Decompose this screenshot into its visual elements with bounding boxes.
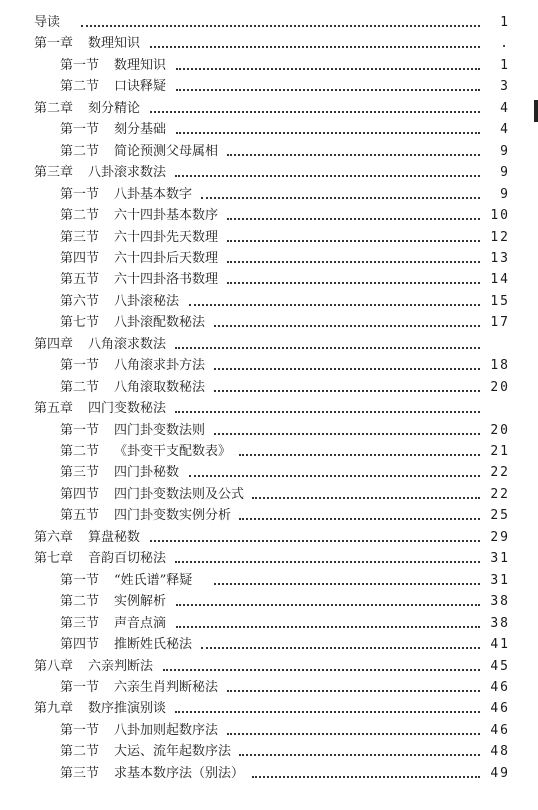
toc-entry-label xyxy=(34,334,166,356)
toc-entry-label xyxy=(60,570,192,592)
toc-entry-label xyxy=(34,98,140,120)
toc-page-number: 9 xyxy=(500,143,510,159)
toc-entry-label xyxy=(60,720,218,742)
toc-entry-number: 第一节 xyxy=(60,186,100,202)
toc-entry-title: 四门卦变数法则 xyxy=(114,422,206,438)
toc-section-row xyxy=(0,420,538,442)
toc-entry-number: 第三节 xyxy=(60,465,100,481)
toc-entry-label xyxy=(34,527,140,549)
toc-section-row xyxy=(0,462,538,484)
toc-page-number: 20 xyxy=(490,422,510,438)
toc-page-number: 13 xyxy=(490,250,510,266)
toc-leader-dots xyxy=(227,690,480,692)
toc-page-number: 20 xyxy=(490,379,510,395)
toc-entry-number: 第一节 xyxy=(60,679,100,695)
toc-entry-number: 第二节 xyxy=(60,744,100,760)
toc-entry-label xyxy=(60,420,205,442)
toc-leader-dots xyxy=(227,218,480,220)
toc-entry-title: 数序推演别谈 xyxy=(88,701,167,717)
toc-entry-label xyxy=(34,548,166,570)
toc-leader-dots xyxy=(176,132,480,134)
toc-entry-title: 《卦变干支配数表》 xyxy=(114,444,232,459)
toc-entry-label xyxy=(60,141,218,163)
toc-leader-dots xyxy=(175,711,480,713)
toc-leader-dots xyxy=(214,325,480,327)
toc-leader-dots xyxy=(176,626,480,628)
toc-entry-label xyxy=(34,162,166,184)
toc-entry-label xyxy=(60,677,218,699)
toc-entry-title: 八卦滚秘法 xyxy=(114,293,180,309)
toc-entry-number: 第二章 xyxy=(34,100,74,116)
toc-leader-dots xyxy=(239,518,480,520)
toc-entry-number: 第一章 xyxy=(34,36,74,52)
toc-leader-dots xyxy=(176,604,480,606)
toc-entry-title: 音韵百切秘法 xyxy=(88,551,167,567)
toc-page-number: 10 xyxy=(490,208,510,224)
toc-entry-label xyxy=(60,227,218,249)
toc-entry-title: 八卦滚求数法 xyxy=(88,165,167,181)
toc-section-row xyxy=(0,377,538,399)
toc-leader-dots xyxy=(150,111,480,113)
toc-entry-number: 第五节 xyxy=(60,272,100,288)
toc-leader-dots xyxy=(201,647,480,649)
toc-page-number: 49 xyxy=(490,765,510,781)
toc-entry-title: 六十四卦后天数理 xyxy=(114,250,219,266)
toc-section-row xyxy=(0,291,538,313)
toc-page-number: 1 xyxy=(500,15,510,30)
toc-section-row xyxy=(0,227,538,249)
toc-entry-title: 实例解析 xyxy=(114,594,167,610)
toc-entry-number: 第一节 xyxy=(60,122,100,138)
toc-entry-label xyxy=(60,55,166,77)
toc-entry-title: 六亲生肖判断秘法 xyxy=(114,679,219,695)
toc-entry-label xyxy=(60,355,205,377)
toc-entry-number: 第三节 xyxy=(60,229,100,245)
toc-entry-label xyxy=(60,741,231,763)
toc-entry-title: 八卦基本数字 xyxy=(114,186,193,202)
toc-page-number: 1 xyxy=(500,57,510,73)
toc-leader-dots xyxy=(201,197,480,199)
toc-entry-title: 大运、流年起数序法 xyxy=(114,744,232,760)
toc-leader-dots xyxy=(189,475,480,477)
toc-entry-title: 算盘秘数 xyxy=(88,529,141,545)
toc-entry-label xyxy=(60,462,179,484)
toc-section-row xyxy=(0,741,538,763)
toc-entry-number: 第四节 xyxy=(60,486,100,502)
toc-page-number: 46 xyxy=(490,679,510,695)
toc-page-number: 29 xyxy=(490,529,510,545)
toc-entry-number: 第九章 xyxy=(34,701,74,717)
toc-entry-label xyxy=(34,398,166,420)
toc-entry-label xyxy=(34,698,166,720)
toc-leader-dots xyxy=(227,154,480,156)
toc-page-number: 38 xyxy=(490,615,510,631)
toc-leader-dots xyxy=(227,240,480,242)
toc-section-row xyxy=(0,634,538,656)
toc-entry-title: 声音点滴 xyxy=(114,615,167,631)
toc-entry-label xyxy=(60,269,218,291)
toc-section-row xyxy=(0,591,538,613)
toc-section-row xyxy=(0,441,538,463)
toc-entry-label xyxy=(60,484,244,506)
toc-leader-dots xyxy=(227,261,480,263)
toc-entry-label xyxy=(34,33,140,55)
toc-entry-title: 四门卦变数实例分析 xyxy=(114,508,232,524)
toc-entry-title: 数理知识 xyxy=(88,36,141,52)
toc-page-number: 21 xyxy=(490,444,510,459)
toc-entry-label xyxy=(60,763,244,785)
toc-page-number: 48 xyxy=(490,744,510,760)
toc-entry-number: 第二节 xyxy=(60,79,100,95)
toc-chapter-row xyxy=(0,162,538,184)
toc-entry-label xyxy=(60,613,166,635)
toc-leader-dots xyxy=(252,497,480,499)
toc-entry-label xyxy=(60,441,231,463)
toc-entry-number: 第二节 xyxy=(60,594,100,610)
toc-entry-title: 八卦加则起数序法 xyxy=(114,722,219,738)
toc-entry-title: 六十四卦基本数序 xyxy=(114,208,219,224)
toc-chapter-row xyxy=(0,33,538,55)
toc-page-number: 18 xyxy=(490,358,510,374)
toc-page-number: 38 xyxy=(490,594,510,610)
toc-leader-dots xyxy=(189,304,480,306)
toc-entry-label xyxy=(60,634,192,656)
toc-page-number: 31 xyxy=(490,551,510,567)
toc-entry-label xyxy=(60,184,192,206)
toc-entry-title: 六十四卦先天数理 xyxy=(114,229,219,245)
toc-section-row xyxy=(0,763,538,785)
toc-entry-number: 第五节 xyxy=(60,508,100,524)
toc-entry-label xyxy=(34,12,88,34)
toc-entry-title: 推断姓氏秘法 xyxy=(114,637,193,653)
toc-leader-dots xyxy=(175,175,480,177)
toc-page-number: 25 xyxy=(490,508,510,524)
toc-section-row xyxy=(0,141,538,163)
toc-entry-title: 四门变数秘法 xyxy=(88,401,167,417)
toc-section-row xyxy=(0,355,538,377)
toc-section-row xyxy=(0,677,538,699)
toc-section-row xyxy=(0,505,538,527)
toc-page-number: 45 xyxy=(490,658,510,674)
toc-entry-number: 第二节 xyxy=(60,379,100,395)
toc-section-row xyxy=(0,312,538,334)
toc-entry-number: 第七章 xyxy=(34,551,74,567)
toc-page-number: 46 xyxy=(490,722,510,738)
toc-page-number: 3 xyxy=(500,79,510,95)
toc-entry-number: 第六章 xyxy=(34,529,74,545)
toc-entry-number: 第二节 xyxy=(60,444,100,459)
toc-entry-title: 八角滚求数法 xyxy=(88,336,167,352)
toc-entry-label xyxy=(60,505,231,527)
toc-page-number: 17 xyxy=(490,315,510,331)
toc-page-number: 14 xyxy=(490,272,510,288)
toc-leader-dots xyxy=(163,669,480,671)
toc-entry-title: 四门卦变数法则及公式 xyxy=(114,486,245,502)
toc-page-number: 31 xyxy=(490,572,510,588)
toc-entry-number: 第一节 xyxy=(60,722,100,738)
toc-section-row xyxy=(0,119,538,141)
toc-page-number: 22 xyxy=(490,486,510,502)
toc-entry-number: 第四节 xyxy=(60,250,100,266)
toc-chapter-row xyxy=(0,656,538,678)
toc-page-number: 46 xyxy=(490,701,510,717)
toc-entry-number: 第六节 xyxy=(60,293,100,309)
toc-entry-label xyxy=(60,205,218,227)
toc-entry-number: 第四节 xyxy=(60,637,100,653)
toc-leader-dots xyxy=(239,754,480,756)
toc-page-number: 9 xyxy=(500,186,510,202)
toc-section-row xyxy=(0,205,538,227)
toc-entry-number: 第一节 xyxy=(60,572,100,588)
toc-entry-label xyxy=(34,656,153,678)
toc-entry-label xyxy=(60,248,218,270)
toc-chapter-row xyxy=(0,398,538,420)
page-edge-mark xyxy=(534,100,538,122)
toc-page-number: 4 xyxy=(500,100,510,116)
toc-section-row xyxy=(0,248,538,270)
toc-chapter-row xyxy=(0,698,538,720)
toc-leader-dots xyxy=(175,561,480,563)
toc-entry-label xyxy=(60,76,166,98)
toc-entry-number: 第一节 xyxy=(60,57,100,73)
toc-leader-dots xyxy=(214,433,480,435)
toc-leader-dots xyxy=(176,89,480,91)
toc-entry-title: 数理知识 xyxy=(114,57,167,73)
toc-entry-number: 第一节 xyxy=(60,422,100,438)
toc-leader-dots xyxy=(150,46,480,48)
toc-chapter-row xyxy=(0,527,538,549)
toc-section-row xyxy=(0,269,538,291)
toc-entry-label xyxy=(60,119,166,141)
toc-entry-number: 导读 xyxy=(34,15,61,30)
toc-entry-number: 第七节 xyxy=(60,315,100,331)
toc-entry-label xyxy=(60,591,166,613)
toc-entry-title: 口诀释疑 xyxy=(114,79,167,95)
toc-section-row xyxy=(0,484,538,506)
toc-entry-number: 第三章 xyxy=(34,165,74,181)
toc-entry-title: 简论预测父母属相 xyxy=(114,143,219,159)
toc-leader-dots xyxy=(214,368,480,370)
toc-entry-number: 第八章 xyxy=(34,658,74,674)
toc-entry-number: 第二节 xyxy=(60,143,100,159)
toc-entry-title: 刻分基础 xyxy=(114,122,167,138)
toc-page-number: 22 xyxy=(490,465,510,481)
toc-entry-number: 第三节 xyxy=(60,615,100,631)
toc-chapter-row xyxy=(0,98,538,120)
toc-section-row xyxy=(0,76,538,98)
toc-section-row xyxy=(0,184,538,206)
toc-leader-dots xyxy=(214,390,480,392)
toc-entry-number: 第二节 xyxy=(60,208,100,224)
toc-leader-dots xyxy=(227,733,480,735)
toc-page-number: . xyxy=(500,36,510,52)
toc-leader-dots xyxy=(175,347,480,349)
toc-entry-title: 求基本数序法（别法） xyxy=(114,765,245,781)
toc-entry-title: 八角滚取数秘法 xyxy=(114,379,206,395)
toc-entry-title: “姓氏谱”释疑 xyxy=(114,572,193,588)
toc-leader-dots xyxy=(227,282,480,284)
toc-entry-title: 八卦滚配数秘法 xyxy=(114,315,206,331)
toc-page-number: 9 xyxy=(500,165,510,181)
toc-leader-dots xyxy=(239,454,480,456)
toc-leader-dots xyxy=(175,411,480,413)
toc-chapter-row xyxy=(0,548,538,570)
toc-leader-dots xyxy=(150,540,480,542)
toc-leader-dots xyxy=(81,25,480,27)
toc-section-row xyxy=(0,55,538,77)
toc-page-number: 41 xyxy=(490,637,510,653)
toc-leader-dots xyxy=(176,68,480,70)
toc-chapter-row xyxy=(0,12,538,34)
toc-page-number: 15 xyxy=(490,293,510,309)
toc-entry-label xyxy=(60,377,205,399)
toc-leader-dots xyxy=(214,583,480,585)
toc-entry-title: 六十四卦洛书数理 xyxy=(114,272,219,288)
toc-entry-title: 八角滚求卦方法 xyxy=(114,358,206,374)
toc-section-row xyxy=(0,720,538,742)
toc-entry-number: 第四章 xyxy=(34,336,74,352)
toc-entry-label xyxy=(60,291,179,313)
toc-entry-title: 六亲判断法 xyxy=(88,658,154,674)
toc-entry-title: 刻分精论 xyxy=(88,100,141,116)
toc-page-number: 4 xyxy=(500,122,510,138)
toc-leader-dots xyxy=(252,776,480,778)
toc-entry-number: 第五章 xyxy=(34,401,74,417)
toc-section-row xyxy=(0,613,538,635)
toc-entry-number: 第三节 xyxy=(60,765,100,781)
toc-section-row xyxy=(0,570,538,592)
toc-entry-label xyxy=(60,312,205,334)
toc-entry-number: 第一节 xyxy=(60,358,100,374)
toc-entry-title: 四门卦秘数 xyxy=(114,465,180,481)
toc-chapter-row xyxy=(0,334,538,356)
toc-page-number: 12 xyxy=(490,229,510,245)
